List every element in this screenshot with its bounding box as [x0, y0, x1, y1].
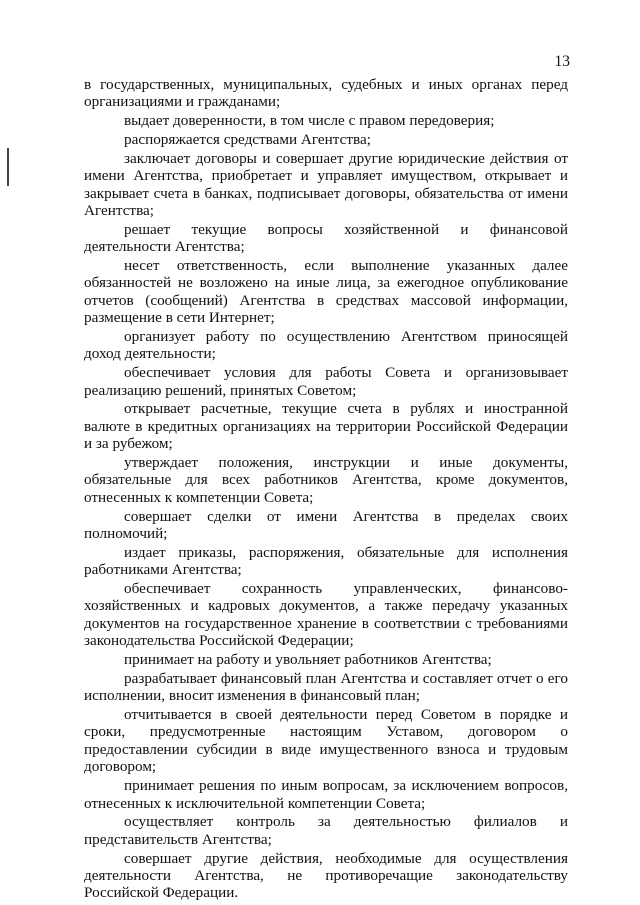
paragraph-12: издает приказы, распоряжения, обязательные для исполнения работниками Агентства;: [84, 543, 568, 579]
paragraph-1: в государственных, муниципальных, судебных и иных органах перед организациями и гражданами;: [84, 76, 568, 111]
paragraph-14: принимает на работу и увольняет работников Агентства;: [124, 651, 492, 669]
document-body: [84, 76, 568, 903]
paragraph-19: совершает другие действия, необходимые для осуществления деятельности Агентства, не противоречащие законодательству Российской Федерации.: [84, 849, 568, 902]
paragraph-15: разрабатывает финансовый план Агентства и составляет отчет о его исполнении, вносит изменения в финансовый план;: [84, 669, 568, 705]
paragraph-11: совершает сделки от имени Агентства в пределах своих полномочий;: [84, 507, 568, 543]
page-number: 13: [554, 53, 570, 70]
paragraph-18: осуществляет контроль за деятельностью филиалов и представительств Агентства;: [84, 813, 568, 848]
paragraph-3: распоряжается средствами Агентства;: [124, 131, 371, 148]
paragraph-17: принимает решения по иным вопросам, за исключением вопросов, отнесенных к исключительной компетенции Совета;: [84, 777, 568, 812]
paragraph-6: несет ответственность, если выполнение указанных далее обязанностей не возложено на иные лица, за ежегодное опубликование отчетов (сообщений) Агентства в средствах массовой информации, размещение в сети Интернет;: [84, 257, 568, 327]
paragraph-7: организует работу по осуществлению Агентством приносящей доход деятельности;: [84, 328, 568, 363]
paragraph-13: обеспечивает сохранность управленческих, финансово-хозяйственных и кадровых документов, а также передачу указанных документов на государственное хранение в соответствии с требованиями законодательства Российской Федерации;: [84, 580, 568, 650]
paragraph-2: выдает доверенности, в том числе с правом передоверия;: [124, 112, 495, 130]
paragraph-10: утверждает положения, инструкции и иные документы, обязательные для всех работников Агентства, кроме документов, отнесенных к компетенции Совета;: [84, 454, 568, 506]
paragraph-4: заключает договоры и совершает другие юридические действия от имени Агентства, приобретает и управляет имуществом, открывает и закрывает счета в банках, подписывает договоры, обязательства от имени Агентства;: [84, 149, 568, 220]
paragraph-5: решает текущие вопросы хозяйственной и финансовой деятельности Агентства;: [84, 220, 568, 256]
paragraph-9: открывает расчетные, текущие счета в рублях и иностранной валюте в кредитных организациях на территории Российской Федерации и за рубежом;: [84, 400, 568, 453]
paragraph-16: отчитывается в своей деятельности перед Советом в порядке и сроки, предусмотренные настоящим Уставом, договором о предоставлении субсидии в виде имущественного взноса и трудовым договором;: [84, 706, 568, 776]
margin-mark: [7, 148, 9, 186]
paragraph-8: обеспечивает условия для работы Совета и организовывает реализацию решений, принятых Советом;: [84, 364, 568, 399]
